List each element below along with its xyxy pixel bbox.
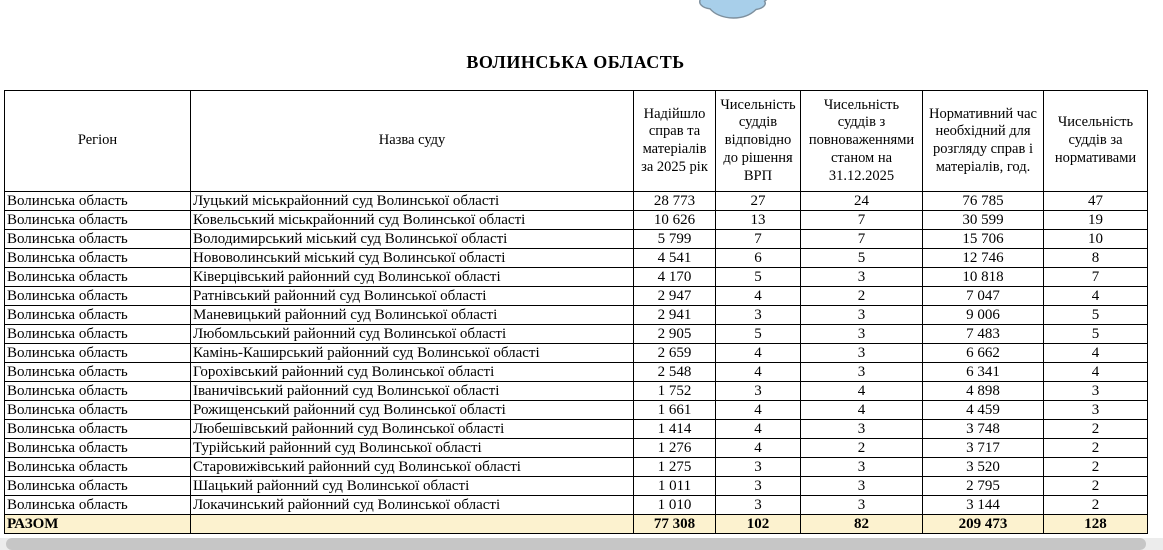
region-cell: Волинська область [5,211,191,230]
table-row [5,344,1148,363]
value-cell: 4 [801,401,923,420]
value-cell: 4 459 [923,401,1044,420]
horizontal-scrollbar-thumb[interactable] [6,538,1146,550]
value-cell: 2 [1044,420,1148,439]
region-cell: Волинська область [5,287,191,306]
value-cell: 10 [1044,230,1148,249]
table-row [5,325,1148,344]
value-cell: 5 [716,325,801,344]
region-cell: Волинська область [5,363,191,382]
value-cell: 1 011 [634,477,716,496]
value-cell: 76 785 [923,192,1044,211]
value-cell: 4 541 [634,249,716,268]
court-name-cell: Ратнівський районний суд Волинської області [191,287,634,306]
table-row [5,306,1148,325]
region-cell: Волинська область [5,439,191,458]
value-cell: 1 010 [634,496,716,515]
total-value-cell: 209 473 [923,515,1044,534]
value-cell: 4 [716,401,801,420]
court-name-cell: Іваничівський районний суд Волинської області [191,382,634,401]
table-row [5,401,1148,420]
value-cell: 3 [801,306,923,325]
value-cell: 3 [716,306,801,325]
court-name-cell: Старовижівський районний суд Волинської області [191,458,634,477]
value-cell: 1 414 [634,420,716,439]
value-cell: 2 [801,439,923,458]
court-name-cell: Рожищенський районний суд Волинської області [191,401,634,420]
value-cell: 4 [716,420,801,439]
value-cell: 6 341 [923,363,1044,382]
value-cell: 3 [1044,382,1148,401]
value-cell: 3 [716,496,801,515]
court-name-cell: Нововолинський міський суд Волинської області [191,249,634,268]
value-cell: 7 047 [923,287,1044,306]
value-cell: 3 [801,344,923,363]
total-value-cell: 82 [801,515,923,534]
value-cell: 3 520 [923,458,1044,477]
value-cell: 4 [1044,344,1148,363]
column-header-6: Чисельність суддів за нормативами [1044,91,1148,192]
value-cell: 5 [1044,325,1148,344]
court-name-cell: Любомльський районний суд Волинської області [191,325,634,344]
table-row [5,363,1148,382]
table-row [5,458,1148,477]
value-cell: 3 144 [923,496,1044,515]
value-cell: 5 [1044,306,1148,325]
value-cell: 3 [716,477,801,496]
value-cell: 2 947 [634,287,716,306]
value-cell: 3 [801,458,923,477]
value-cell: 2 659 [634,344,716,363]
table-body [5,192,1148,534]
value-cell: 3 [801,363,923,382]
region-cell: Волинська область [5,192,191,211]
courts-table [4,90,1148,534]
value-cell: 2 [1044,477,1148,496]
table-row [5,496,1148,515]
value-cell: 13 [716,211,801,230]
region-cell: Волинська область [5,420,191,439]
map-region-shape-icon [695,0,773,21]
value-cell: 2 [801,287,923,306]
value-cell: 2 941 [634,306,716,325]
value-cell: 2 548 [634,363,716,382]
value-cell: 4 [1044,287,1148,306]
page-title: ВОЛИНСЬКА ОБЛАСТЬ [466,52,685,72]
empty-cell [191,515,634,534]
value-cell: 27 [716,192,801,211]
value-cell: 10 818 [923,268,1044,287]
value-cell: 3 [801,325,923,344]
value-cell: 30 599 [923,211,1044,230]
value-cell: 4 [1044,363,1148,382]
value-cell: 4 [716,363,801,382]
region-cell: Волинська область [5,382,191,401]
value-cell: 3 [716,382,801,401]
column-header-1: Назва суду [191,91,634,192]
value-cell: 6 662 [923,344,1044,363]
table-row [5,477,1148,496]
region-cell: Волинська область [5,344,191,363]
region-cell: Волинська область [5,401,191,420]
value-cell: 3 [1044,401,1148,420]
table-row [5,268,1148,287]
column-header-2: Надійшло справ та матеріалів за 2025 рік [634,91,716,192]
court-name-cell: Маневицький районний суд Волинської області [191,306,634,325]
value-cell: 7 [1044,268,1148,287]
value-cell: 7 483 [923,325,1044,344]
value-cell: 2 [1044,439,1148,458]
table-row [5,382,1148,401]
value-cell: 5 799 [634,230,716,249]
court-name-cell: Горохівський районний суд Волинської області [191,363,634,382]
value-cell: 2 795 [923,477,1044,496]
value-cell: 3 717 [923,439,1044,458]
value-cell: 3 [801,496,923,515]
value-cell: 6 [716,249,801,268]
table-row [5,192,1148,211]
table-header [5,91,1148,192]
value-cell: 1 661 [634,401,716,420]
value-cell: 9 006 [923,306,1044,325]
region-cell: Волинська область [5,249,191,268]
court-name-cell: Ківерцівський районний суд Волинської області [191,268,634,287]
value-cell: 10 626 [634,211,716,230]
total-value-cell: 102 [716,515,801,534]
value-cell: 19 [1044,211,1148,230]
value-cell: 7 [716,230,801,249]
value-cell: 15 706 [923,230,1044,249]
column-header-3: Чисельність суддів відповідно до рішення ВРП [716,91,801,192]
value-cell: 2 [1044,496,1148,515]
value-cell: 12 746 [923,249,1044,268]
value-cell: 2 905 [634,325,716,344]
value-cell: 7 [801,230,923,249]
region-cell: Волинська область [5,325,191,344]
value-cell: 3 [716,458,801,477]
value-cell: 3 [801,420,923,439]
column-header-5: Нормативний час необхідний для розгляду справ і матеріалів, год. [923,91,1044,192]
court-name-cell: Ковельський міськрайонний суд Волинської області [191,211,634,230]
court-name-cell: Камінь-Каширський районний суд Волинської області [191,344,634,363]
court-name-cell: Володимирський міський суд Волинської області [191,230,634,249]
value-cell: 4 [716,287,801,306]
value-cell: 24 [801,192,923,211]
value-cell: 1 276 [634,439,716,458]
table-row [5,439,1148,458]
region-cell: Волинська область [5,458,191,477]
value-cell: 28 773 [634,192,716,211]
court-name-cell: Любешівський районний суд Волинської області [191,420,634,439]
value-cell: 4 [801,382,923,401]
value-cell: 3 748 [923,420,1044,439]
total-label-cell: РАЗОМ [5,515,191,534]
value-cell: 4 [716,344,801,363]
value-cell: 3 [801,268,923,287]
total-value-cell: 77 308 [634,515,716,534]
value-cell: 5 [716,268,801,287]
region-cell: Волинська область [5,496,191,515]
value-cell: 1 275 [634,458,716,477]
horizontal-scrollbar-track[interactable] [0,538,1163,550]
value-cell: 4 170 [634,268,716,287]
region-cell: Волинська область [5,268,191,287]
region-cell: Волинська область [5,306,191,325]
court-name-cell: Шацький районний суд Волинської області [191,477,634,496]
total-row [5,515,1148,534]
table-row [5,249,1148,268]
header-row [5,91,1148,192]
table-row [5,420,1148,439]
value-cell: 4 898 [923,382,1044,401]
value-cell: 4 [716,439,801,458]
column-header-4: Чисельність суддів з повноваженнями станом на 31.12.2025 [801,91,923,192]
table-row [5,287,1148,306]
value-cell: 1 752 [634,382,716,401]
table-row [5,230,1148,249]
value-cell: 47 [1044,192,1148,211]
value-cell: 7 [801,211,923,230]
court-name-cell: Турійський районний суд Волинської області [191,439,634,458]
court-name-cell: Луцький міськрайонний суд Волинської області [191,192,634,211]
court-name-cell: Локачинський районний суд Волинської області [191,496,634,515]
value-cell: 3 [801,477,923,496]
value-cell: 5 [801,249,923,268]
region-cell: Волинська область [5,477,191,496]
value-cell: 2 [1044,458,1148,477]
value-cell: 8 [1044,249,1148,268]
total-value-cell: 128 [1044,515,1148,534]
column-header-0: Регіон [5,91,191,192]
table-row [5,211,1148,230]
region-cell: Волинська область [5,230,191,249]
